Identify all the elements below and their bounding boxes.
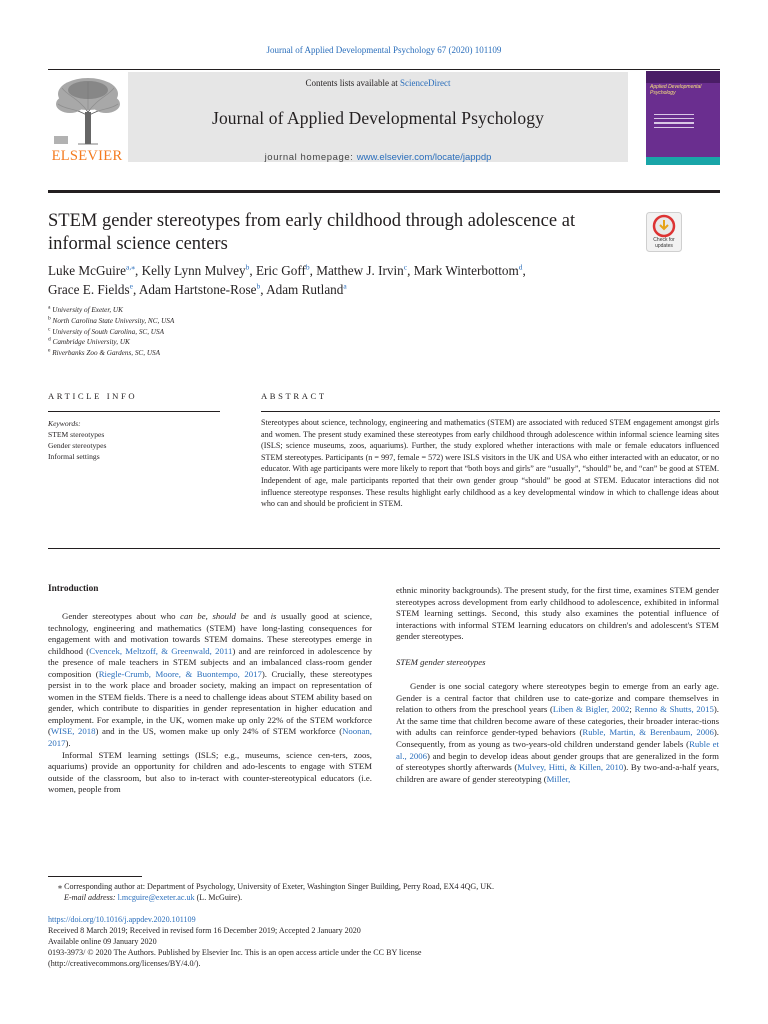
author-line-2	[48, 280, 638, 299]
email-link[interactable]: l.mcguire@exeter.ac.uk	[117, 893, 195, 903]
author-affiliation-marker[interactable]: a	[343, 281, 347, 291]
journal-citation[interactable]: Journal of Applied Developmental Psychology 67 (2020) 101109	[266, 45, 502, 55]
citation-link[interactable]: Riegle-Crumb, Moore, & Buontempo, 2017	[98, 668, 262, 679]
abstract-heading: ABSTRACT	[261, 391, 327, 401]
affiliation-text: University of Exeter, UK	[50, 306, 123, 314]
author-separator: ,	[133, 282, 139, 297]
body-text: Informal STEM learning settings (ISLS; e.g., museums, science cen-ters, zoos, aquariums) provide an opportunity for children and ado-lescents to engage with STEM outside of the classroom, but also to in-teract with counter-stereotypical educators (i.e. women, people from	[48, 749, 372, 795]
affiliation-item	[48, 348, 448, 359]
journal-title: Journal of Applied Developmental Psychology	[212, 108, 544, 128]
body-text: Gender is one social category where stereotypes begin to emerge from an early age. Gender is a central factor that children use to cate-gorize and compare themselves in relation to others from the preschool years (	[396, 681, 719, 715]
cover-footer-band	[646, 157, 720, 165]
author-name[interactable]: Kelly Lynn Mulvey	[141, 263, 246, 278]
keywords-label: Keywords:	[48, 419, 81, 428]
subsection-heading: STEM gender stereotypes	[396, 656, 486, 667]
corresponding-author-note: ⁎ Corresponding author at: Department of Psychology, University of Exeter, Washington Singer Building, Perry Road, EX4 4QG, UK.	[58, 882, 495, 891]
journal-cover-image[interactable]	[646, 71, 720, 165]
keywords-block	[48, 418, 218, 462]
article-title-line-2: informal science centers	[48, 234, 228, 254]
license-line-2: (http://creativecommons.org/licenses/BY/4.0/).	[48, 959, 201, 969]
journal-homepage	[128, 152, 628, 163]
author-name[interactable]: Grace E. Fields	[48, 282, 130, 297]
check-for-updates-badge[interactable]	[646, 212, 682, 252]
homepage-link[interactable]: www.elsevier.com/locate/jappdp	[356, 152, 492, 163]
author-separator: ,	[134, 263, 142, 278]
email-suffix: (L. McGuire).	[194, 893, 243, 903]
author-separator: ,	[249, 263, 256, 278]
citation-link[interactable]: Ruble, Martin, & Berenbaum, 2006	[582, 727, 714, 738]
article-title	[48, 210, 628, 256]
body-text: ). By two-and-a-half years, children are aware of gender stereotyping (	[396, 762, 720, 784]
affiliation-marker: c	[48, 326, 51, 333]
contents-available	[128, 78, 628, 88]
sciencedirect-link[interactable]: ScienceDirect	[400, 78, 451, 88]
affiliation-text: University of South Carolina, SC, USA	[50, 327, 164, 336]
body-text: and	[248, 611, 271, 621]
masthead-bottom-rule	[48, 190, 720, 193]
abstract-bottom-rule	[48, 548, 720, 549]
author-separator: ,	[260, 282, 267, 297]
keyword: Gender stereotypes	[48, 441, 107, 450]
author-affiliation-marker[interactable]: b	[256, 281, 261, 291]
author-name[interactable]: Adam Hartstone-Rose	[138, 282, 257, 297]
email-label: E-mail address:	[64, 893, 118, 903]
author-list	[48, 261, 638, 299]
author-name[interactable]: Adam Rutland	[266, 282, 344, 297]
body-text: ). At the same time that children become aware of these categories, their broader interac-tions with adults can reinforce gender-typed behaviors (	[396, 704, 719, 738]
citation-link[interactable]: Renno & Shutts, 2015	[634, 704, 714, 715]
footnotes	[48, 881, 728, 903]
license-line-1: 0193-3973/ © 2020 The Authors. Published by Elsevier Inc. This is an open access article under the CC BY license	[48, 948, 422, 958]
abstract-text: Stereotypes about science, technology, engineering and mathematics (STEM) are associated with reduced STEM engagement amongst girls and women. The present study examined these stereotypes from early childhood through adolescence within informal science learning sites (ISLS; science museums, zoos, aquariums). Further, the study explored whether interactions with male or female educators influenced STEM stereotypes. Participants (n = 997, female = 572) were ISLS visitors in the UK and USA who either interacted with an educator, or no educator. With age participants were more likely to report that “both boys and girls” are “usually”, “should” be, and “can” be good at STEM. Independent of age, male participants reported that their own gender group “should” be good at STEM. Educator interactions did not influence stereotype responses. These results highlight early childhood as a key developmental window in which to challenge ideas about who can and should be proficient in STEM.	[261, 418, 719, 509]
body-paragraph	[48, 611, 372, 750]
citation-link[interactable]: Noonan, 2017	[48, 726, 372, 749]
emphasis-text: should be	[212, 611, 249, 621]
emphasis-text: can be	[180, 611, 206, 621]
author-separator: ,	[522, 263, 526, 278]
citation-link[interactable]: Ruble et al., 2006	[396, 739, 719, 761]
email-note	[48, 892, 728, 903]
citation-link[interactable]: Cvencek, Meltzoff, & Greenwald, 2011	[89, 645, 233, 656]
author-affiliation-marker[interactable]: c	[403, 262, 408, 272]
author-separator: ,	[309, 263, 317, 278]
author-line-1	[48, 261, 638, 280]
body-text: ). Consequently, from as young as two-years-old children understand gender labels (	[396, 727, 719, 750]
cover-text-lines	[654, 111, 694, 131]
keywords-list	[48, 429, 218, 462]
citation-link[interactable]: Miller,	[546, 773, 571, 784]
body-text: ,	[205, 611, 213, 621]
body-text: ) and in the US, women make up only 24% of STEM workforce (	[95, 726, 343, 737]
citation-link[interactable]: Liben & Bigler, 2002	[552, 704, 630, 715]
affiliation-text: Cambridge University, UK	[50, 338, 130, 347]
body-text: ).	[65, 738, 71, 749]
affiliation-marker: e	[48, 347, 51, 354]
keyword: Informal settings	[48, 452, 100, 461]
affiliation-item	[48, 327, 448, 338]
keyword: STEM stereotypes	[48, 430, 105, 439]
body-column-left	[48, 611, 372, 796]
affiliation-marker: d	[48, 337, 51, 343]
author-affiliation-marker[interactable]: d	[518, 262, 523, 272]
emphasis-text: is	[270, 611, 277, 621]
cover-band	[646, 71, 720, 83]
journal-masthead	[128, 72, 628, 162]
body-text: ethnic minority backgrounds). The present study, for the first time, examines STEM gender stereotypes across development from early childhood to adolescence, exhibited in informal STEM learning settings. Second, this study also examines the potential influence of interactions with informal STEM learning educators on children's and adolescent's STEM gender stereotypes.	[396, 585, 719, 642]
author-affiliation-marker[interactable]: b	[245, 262, 250, 272]
body-text: Gender stereotypes about who	[62, 611, 181, 621]
author-name[interactable]: Eric Goff	[255, 263, 306, 278]
elsevier-wordmark: ELSEVIER	[51, 148, 123, 164]
affiliation-item	[48, 337, 448, 348]
publication-info	[48, 914, 728, 969]
citation-link[interactable]: WISE, 2018	[50, 726, 96, 737]
body-text: ;	[629, 704, 635, 715]
affiliation-marker: b	[48, 315, 51, 322]
body-column-right	[396, 585, 719, 785]
article-info-rule	[48, 411, 220, 412]
citation-link[interactable]: Mulvey, Hitti, & Killen, 2010	[517, 762, 624, 773]
available-online: Available online 09 January 2020	[48, 937, 157, 947]
abstract-rule	[261, 411, 720, 412]
received-dates: Received 8 March 2019; Received in revised form 16 December 2019; Accepted 2 January 2020	[48, 926, 361, 936]
article-title-line-1: STEM gender stereotypes from early childhood through adolescence at	[48, 211, 576, 231]
introduction-heading: Introduction	[48, 584, 99, 594]
cover-title: Applied Developmental Psychology	[650, 84, 702, 96]
check-updates-label: Check for updates	[653, 237, 675, 249]
body-text: ) and begin to develop ideas about gender groups that are generalized in the form of stereotypes shortly afterwards (	[396, 750, 719, 773]
col2-paragraph-continuation	[396, 585, 719, 643]
author-affiliation-marker[interactable]: e	[129, 281, 134, 291]
body-paragraph	[48, 750, 372, 796]
body-text: ) and are reinforced in adolescence by the presence of male teachers in STEM subjects and an imbalanced class-room gender composition (	[48, 645, 373, 679]
doi-link[interactable]: https://doi.org/10.1016/j.appdev.2020.101109	[48, 915, 196, 924]
body-text: ). Crucially, these stereotypes persist in to the work place and broader society, making an impact on representation of women in the STEM fields. There is a need to challenge ideas about STEM ability based on gender, which contribute to disparities in gender representation in higher education and employment. For example, in the UK, women make up only 22% of the STEM workforce (	[48, 668, 373, 737]
col2-paragraph	[396, 681, 719, 785]
affiliation-marker: a	[48, 304, 51, 311]
homepage-label: journal homepage:	[264, 152, 357, 163]
author-affiliation-marker[interactable]: b	[305, 262, 310, 272]
body-text: usually good at science, technology, engineering and mathematics (STEM) have long-lasting consequences for engagement with and motivation towards STEM domains. These stereotypes emerge in childhood (	[48, 611, 373, 656]
author-name[interactable]: Matthew J. Irvin	[316, 263, 404, 278]
author-name[interactable]: Luke McGuire	[48, 263, 126, 278]
footnote-rule	[48, 876, 142, 877]
author-affiliation-marker[interactable]: a,⁎	[126, 262, 135, 272]
affiliation-text: North Carolina State University, NC, USA	[50, 316, 175, 325]
author-name[interactable]: Mark Winterbottom	[413, 263, 519, 278]
author-separator: ,	[407, 263, 414, 278]
contents-prefix: Contents lists available at	[305, 78, 400, 88]
affiliation-text: Riverbanks Zoo & Gardens, SC, USA	[50, 349, 160, 358]
affiliation-item	[48, 316, 448, 327]
affiliation-list	[48, 305, 448, 359]
masthead-top-rule	[48, 69, 720, 70]
affiliation-item	[48, 305, 448, 316]
article-info-heading: ARTICLE INFO	[48, 391, 138, 401]
